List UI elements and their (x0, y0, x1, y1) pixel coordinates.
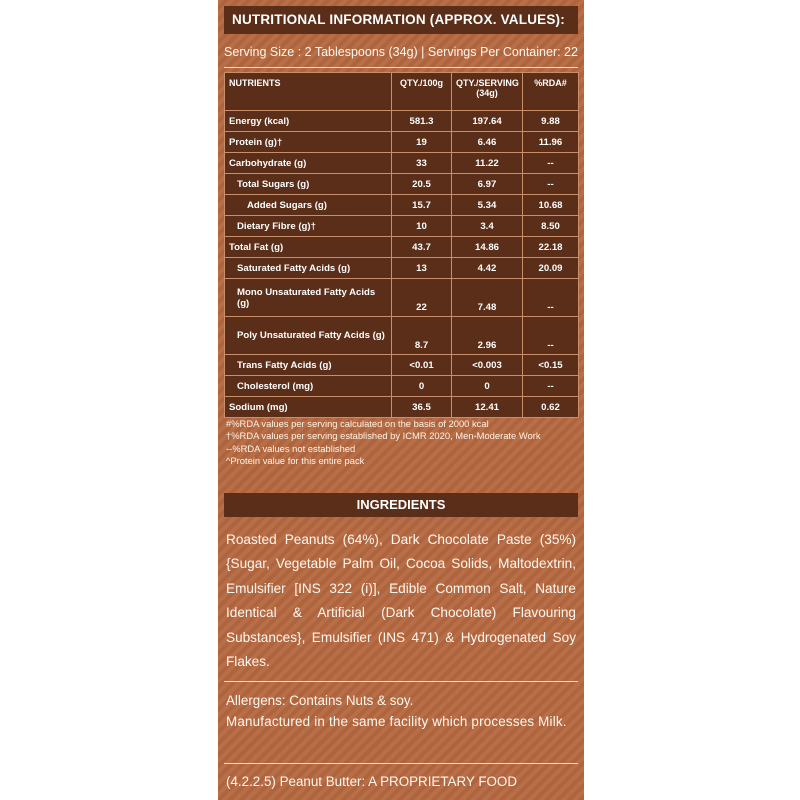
nutrient-name: Saturated Fatty Acids (g) (225, 258, 392, 279)
ingredients-text: Roasted Peanuts (64%), Dark Chocolate Paste (35%) {Sugar, Vegetable Palm Oil, Cocoa Solids, Maltodextrin, Emulsifier [INS 322 (i)], Edible Common Salt, Nature Identical & Artificial (Dark Chocolate) Flavouring Substances}, Emulsifier (INS 471) & Hydrogenated Soy Flakes. (226, 532, 576, 670)
nutrient-name: Total Sugars (g) (225, 174, 392, 195)
table-row (225, 237, 579, 258)
nutrient-name: Added Sugars (g) (225, 195, 392, 216)
rda-value: -- (523, 317, 579, 355)
qty-serving: 7.48 (452, 279, 523, 317)
qty-serving: 12.41 (452, 397, 523, 418)
qty-serving: 11.22 (452, 153, 523, 174)
qty-100g: 581.3 (392, 111, 452, 132)
nutrient-name: Total Fat (g) (225, 237, 392, 258)
divider (224, 763, 578, 764)
qty-100g: <0.01 (392, 355, 452, 376)
table-row (225, 279, 579, 317)
table-row (225, 195, 579, 216)
qty-100g: 43.7 (392, 237, 452, 258)
footnote: ^Protein value for this entire pack (226, 455, 365, 467)
footnote: #%RDA values per serving calculated on the basis of 2000 kcal (226, 418, 489, 429)
nutrient-name: Carbohydrate (g) (225, 153, 392, 174)
table-row (225, 132, 579, 153)
allergens-text: Allergens: Contains Nuts & soy. (226, 693, 414, 708)
qty-100g: 15.7 (392, 195, 452, 216)
proprietary-food-note: (4.2.2.5) Peanut Butter: A PROPRIETARY FOOD (226, 774, 517, 789)
header-qty-serving: QTY./SERVING (34g) (452, 73, 523, 111)
rda-value: -- (523, 153, 579, 174)
rda-value: -- (523, 174, 579, 195)
qty-100g: 8.7 (392, 317, 452, 355)
qty-100g: 13 (392, 258, 452, 279)
qty-serving: 6.97 (452, 174, 523, 195)
qty-serving: 14.86 (452, 237, 523, 258)
qty-100g: 33 (392, 153, 452, 174)
table-row (225, 153, 579, 174)
header-rda: %RDA# (523, 73, 579, 111)
table-header-row (225, 73, 579, 111)
table-row (225, 376, 579, 397)
nutrition-label-panel (218, 0, 584, 800)
divider (224, 681, 578, 682)
table-row (225, 355, 579, 376)
nutrient-name: Poly Unsaturated Fatty Acids (g) (225, 317, 392, 355)
qty-100g: 0 (392, 376, 452, 397)
footnote: †%RDA values per serving established by ICMR 2020, Men-Moderate Work (226, 430, 541, 442)
nutrient-name: Dietary Fibre (g)† (225, 216, 392, 237)
rda-value: -- (523, 376, 579, 397)
nutrient-name: Protein (g)† (225, 132, 392, 153)
table-row (225, 174, 579, 195)
rda-value: -- (523, 279, 579, 317)
table-row (225, 216, 579, 237)
rda-value: 22.18 (523, 237, 579, 258)
qty-serving: 3.4 (452, 216, 523, 237)
nutrition-table (224, 72, 579, 418)
header-qty-100g: QTY./100g (392, 73, 452, 111)
footnote: --%RDA values not established (226, 442, 356, 454)
qty-serving: 4.42 (452, 258, 523, 279)
qty-100g: 20.5 (392, 174, 452, 195)
table-row (225, 258, 579, 279)
table-row (225, 111, 579, 132)
ingredients-heading: INGREDIENTS (224, 493, 578, 517)
nutrient-name: Energy (kcal) (225, 111, 392, 132)
serving-info: Serving Size : 2 Tablespoons (34g) | Servings Per Container: 22 (224, 45, 578, 59)
rda-value: 10.68 (523, 195, 579, 216)
table-row (225, 397, 579, 418)
table-row (225, 317, 579, 355)
qty-100g: 22 (392, 279, 452, 317)
rda-value: 20.09 (523, 258, 579, 279)
nutrient-name: Cholesterol (mg) (225, 376, 392, 397)
qty-100g: 19 (392, 132, 452, 153)
qty-serving: 5.34 (452, 195, 523, 216)
nutrition-title: NUTRITIONAL INFORMATION (APPROX. VALUES): (224, 6, 578, 34)
qty-serving: 0 (452, 376, 523, 397)
qty-100g: 10 (392, 216, 452, 237)
qty-100g: 36.5 (392, 397, 452, 418)
header-nutrients: NUTRIENTS (225, 73, 392, 111)
qty-serving: <0.003 (452, 355, 523, 376)
nutrient-name: Mono Unsaturated Fatty Acids (g) (225, 279, 392, 317)
rda-value: 9.88 (523, 111, 579, 132)
qty-serving: 6.46 (452, 132, 523, 153)
rda-value: 8.50 (523, 216, 579, 237)
footnotes (226, 418, 578, 468)
rda-value: 0.62 (523, 397, 579, 418)
manufactured-note: Manufactured in the same facility which processes Milk. (226, 714, 567, 729)
nutrient-name: Trans Fatty Acids (g) (225, 355, 392, 376)
qty-serving: 197.64 (452, 111, 523, 132)
qty-serving: 2.96 (452, 317, 523, 355)
rda-value: <0.15 (523, 355, 579, 376)
rda-value: 11.96 (523, 132, 579, 153)
nutrient-name: Sodium (mg) (225, 397, 392, 418)
divider (224, 67, 578, 68)
